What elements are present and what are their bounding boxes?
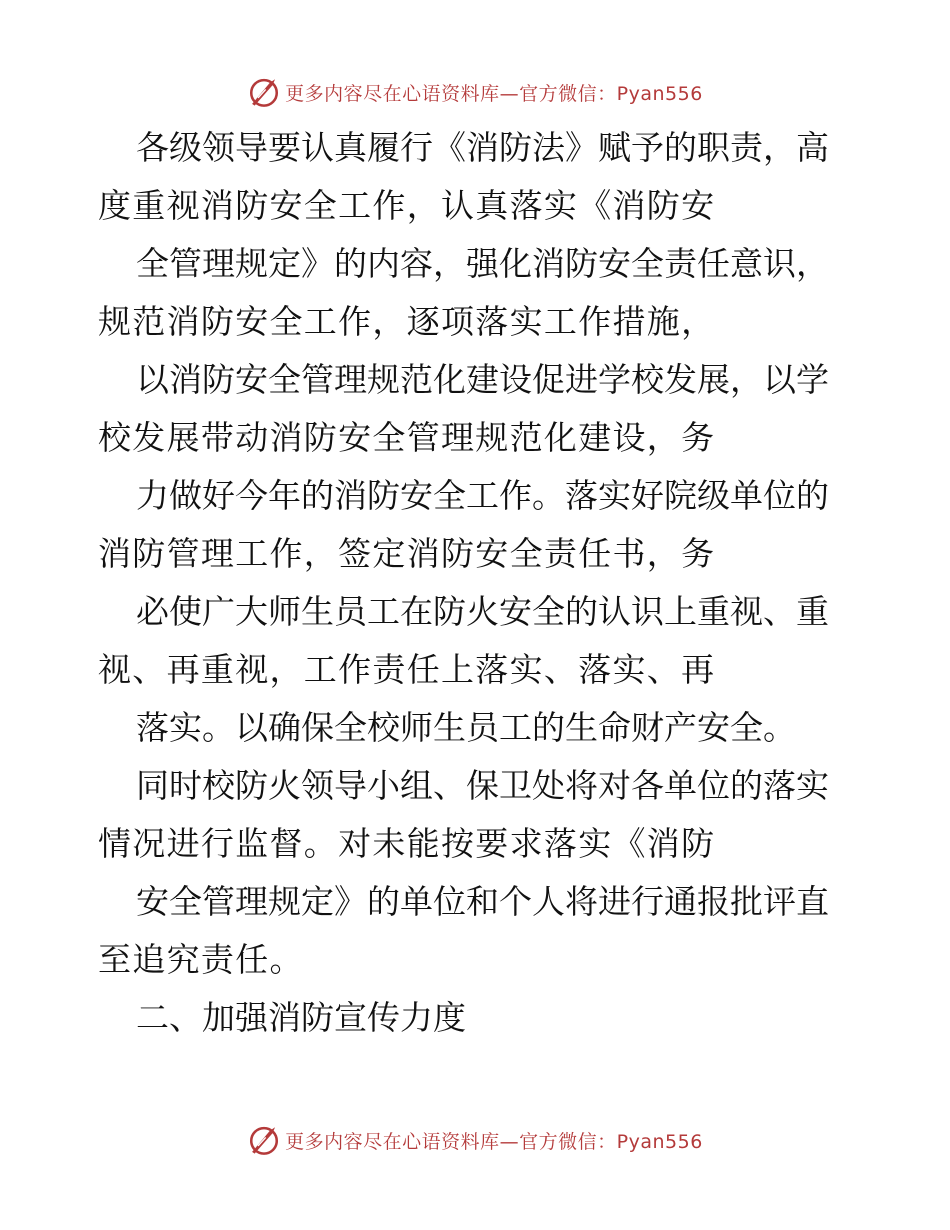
text-line: 校发展带动消防安全管理规范化建设，务 [98,418,716,457]
text-line: 必使广大师生员工在防火安全的认识上重视、重 [136,592,829,631]
text-line: 消防管理工作，签定消防安全责任书，务 [98,534,716,573]
text-line: 落实。以确保全校师生员工的生命财产安全。 [136,708,796,747]
section-heading: 二、加强消防宣传力度 [136,998,466,1037]
text-line: 至追究责任。 [98,940,304,979]
text-line: 度重视消防安全工作，认真落实《消防安 [98,186,716,225]
document-body [98,119,858,1047]
text-line: 力做好今年的消防安全工作。落实好院级单位的 [136,476,829,515]
header-watermark-text: 更多内容尽在心语资料库—官方微信：Pyan556 [285,82,703,105]
quill-logo-icon [247,1123,281,1157]
text-line: 安全管理规定》的单位和个人将进行通报批评直 [136,882,829,921]
header-watermark [0,72,950,112]
footer-watermark [0,1120,950,1160]
text-line: 情况进行监督。对未能按要求落实《消防 [98,824,716,863]
quill-logo-icon [247,75,281,109]
text-line: 同时校防火领导小组、保卫处将对各单位的落实 [136,766,829,805]
text-line: 以消防安全管理规范化建设促进学校发展，以学 [136,360,829,399]
text-line: 各级领导要认真履行《消防法》赋予的职责，高 [136,128,829,167]
text-line: 规范消防安全工作，逐项落实工作措施， [98,302,716,341]
text-line: 视、再重视，工作责任上落实、落实、再 [98,650,716,689]
text-line: 全管理规定》的内容，强化消防安全责任意识， [136,244,829,283]
footer-watermark-text: 更多内容尽在心语资料库—官方微信：Pyan556 [285,1130,703,1153]
